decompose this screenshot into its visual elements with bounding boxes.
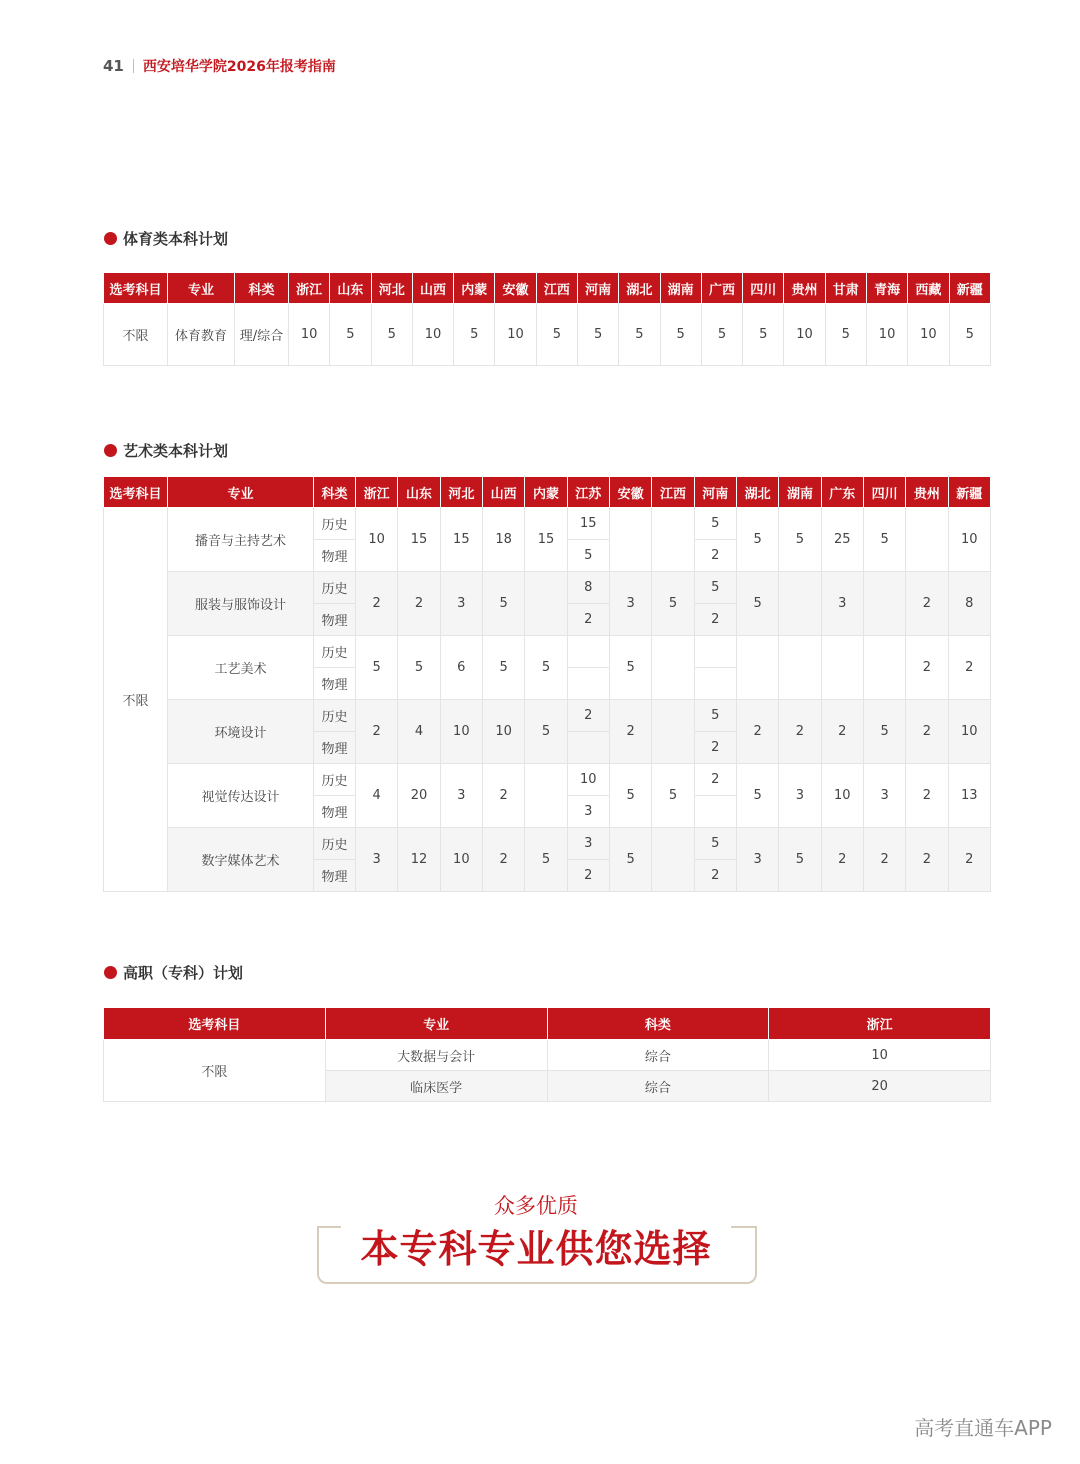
table-header-cell: 选考科目 <box>104 477 168 508</box>
track-cell: 历史 <box>314 828 356 860</box>
table-cell: 体育教育 <box>168 304 235 366</box>
table-cell: 2 <box>694 764 736 796</box>
table-cell: 10 <box>440 700 482 764</box>
table-cell <box>736 636 778 700</box>
header-divider <box>133 59 134 73</box>
table-cell: 5 <box>482 572 524 636</box>
subject-cell: 不限 <box>104 508 168 892</box>
table-cell: 10 <box>821 764 863 828</box>
bullet-dot-icon <box>104 232 117 245</box>
table-header-cell: 贵州 <box>906 477 948 508</box>
table-cell: 4 <box>398 700 440 764</box>
table-cell: 5 <box>482 636 524 700</box>
table-cell: 5 <box>609 636 651 700</box>
table-cell <box>652 828 694 892</box>
table-cell: 2 <box>567 860 609 892</box>
table-header-cell: 甘肃 <box>825 273 866 304</box>
table-cell: 5 <box>330 304 371 366</box>
table-row <box>104 764 991 796</box>
table-cell: 20 <box>769 1071 991 1102</box>
table-cell: 理/综合 <box>235 304 289 366</box>
table-cell: 2 <box>356 700 398 764</box>
promo-banner <box>317 1188 755 1284</box>
table-row <box>104 1040 991 1071</box>
table-cell <box>652 508 694 572</box>
table-cell: 综合 <box>547 1071 769 1102</box>
sports-plan-table <box>103 272 991 366</box>
table-cell: 3 <box>779 764 821 828</box>
table-header-cell: 选考科目 <box>104 1008 326 1040</box>
table-header-cell: 科类 <box>235 273 289 304</box>
table-cell: 18 <box>482 508 524 572</box>
table-header-cell: 浙江 <box>289 273 330 304</box>
table-cell: 2 <box>567 700 609 732</box>
table-cell: 5 <box>536 304 577 366</box>
table-cell: 3 <box>609 572 651 636</box>
table-cell: 2 <box>779 700 821 764</box>
table-header-cell: 广东 <box>821 477 863 508</box>
table-header-cell: 内蒙 <box>525 477 567 508</box>
table-cell <box>525 572 567 636</box>
table-header-cell: 新疆 <box>949 273 991 304</box>
table-cell: 6 <box>440 636 482 700</box>
track-cell: 历史 <box>314 764 356 796</box>
table-cell: 5 <box>609 764 651 828</box>
table-cell <box>525 764 567 828</box>
table-cell: 5 <box>454 304 495 366</box>
table-header-cell: 湖南 <box>660 273 701 304</box>
table-cell <box>694 636 736 668</box>
table-cell: 5 <box>736 572 778 636</box>
track-cell: 物理 <box>314 668 356 700</box>
table-cell <box>652 700 694 764</box>
track-cell: 历史 <box>314 636 356 668</box>
table-cell: 3 <box>821 572 863 636</box>
table-cell: 不限 <box>104 304 168 366</box>
table-cell: 15 <box>525 508 567 572</box>
table-header-cell: 科类 <box>314 477 356 508</box>
table-cell <box>567 732 609 764</box>
table-row <box>104 700 991 732</box>
table-cell: 5 <box>736 764 778 828</box>
table-header-cell: 山东 <box>398 477 440 508</box>
table-cell: 10 <box>482 700 524 764</box>
table-header-cell: 浙江 <box>356 477 398 508</box>
table-cell: 8 <box>948 572 990 636</box>
table-cell: 5 <box>863 508 905 572</box>
table-header-cell: 湖北 <box>736 477 778 508</box>
track-cell: 物理 <box>314 604 356 636</box>
table-cell: 2 <box>736 700 778 764</box>
table-header-cell: 江西 <box>536 273 577 304</box>
voc-title-text: 高职（专科）计划 <box>123 964 244 982</box>
table-header-cell: 浙江 <box>769 1008 991 1040</box>
table-header-cell: 选考科目 <box>104 273 168 304</box>
page-number: 41 <box>103 57 124 75</box>
table-cell: 2 <box>356 572 398 636</box>
table-cell <box>694 668 736 700</box>
table-header-cell: 江西 <box>652 477 694 508</box>
promo-headline: 本专科专业供您选择 <box>360 1227 712 1271</box>
table-header-cell: 山东 <box>330 273 371 304</box>
table-cell: 2 <box>906 828 948 892</box>
subject-cell: 不限 <box>104 1040 326 1102</box>
table-cell: 3 <box>440 572 482 636</box>
table-cell: 临床医学 <box>325 1071 547 1102</box>
table-cell <box>652 636 694 700</box>
table-cell: 25 <box>821 508 863 572</box>
table-cell: 5 <box>736 508 778 572</box>
table-cell: 12 <box>398 828 440 892</box>
table-cell: 5 <box>743 304 784 366</box>
table-cell: 5 <box>525 828 567 892</box>
table-header-cell: 河北 <box>371 273 412 304</box>
table-cell: 5 <box>525 636 567 700</box>
table-cell: 5 <box>694 828 736 860</box>
table-cell: 2 <box>482 828 524 892</box>
table-header-cell: 山西 <box>482 477 524 508</box>
table-cell: 3 <box>440 764 482 828</box>
doc-title: 西安培华学院2026年报考指南 <box>142 59 336 75</box>
table-cell: 2 <box>694 860 736 892</box>
table-cell: 5 <box>371 304 412 366</box>
table-cell: 5 <box>701 304 742 366</box>
bullet-dot-icon <box>104 444 117 457</box>
major-cell: 工艺美术 <box>168 636 314 700</box>
table-cell: 3 <box>863 764 905 828</box>
art-plan-table <box>103 476 991 892</box>
table-header-cell: 专业 <box>325 1008 547 1040</box>
table-cell <box>863 636 905 700</box>
sports-title-text: 体育类本科计划 <box>123 230 229 248</box>
major-cell: 数字媒体艺术 <box>168 828 314 892</box>
table-cell: 10 <box>356 508 398 572</box>
major-cell: 环境设计 <box>168 700 314 764</box>
table-header-cell: 河南 <box>694 477 736 508</box>
major-cell: 播音与主持艺术 <box>168 508 314 572</box>
table-cell: 10 <box>495 304 536 366</box>
table-cell <box>567 668 609 700</box>
table-header-cell: 四川 <box>863 477 905 508</box>
table-cell: 3 <box>356 828 398 892</box>
table-header-cell: 西藏 <box>908 273 949 304</box>
track-cell: 物理 <box>314 732 356 764</box>
table-header-cell: 四川 <box>743 273 784 304</box>
table-cell: 5 <box>825 304 866 366</box>
table-cell: 2 <box>694 540 736 572</box>
table-header-cell: 河北 <box>440 477 482 508</box>
track-cell: 历史 <box>314 572 356 604</box>
watermark: 高考直通车APP <box>914 1416 1052 1440</box>
table-header-cell: 湖北 <box>619 273 660 304</box>
table-cell: 10 <box>289 304 330 366</box>
table-header-cell: 新疆 <box>948 477 990 508</box>
table-header-cell: 河南 <box>577 273 618 304</box>
table-cell: 15 <box>398 508 440 572</box>
table-cell: 5 <box>609 828 651 892</box>
table-header-cell: 安徽 <box>495 273 536 304</box>
table-cell <box>821 636 863 700</box>
table-cell <box>779 636 821 700</box>
table-cell: 5 <box>949 304 991 366</box>
table-cell: 5 <box>694 508 736 540</box>
table-header-cell: 青海 <box>866 273 907 304</box>
table-header-cell: 湖南 <box>779 477 821 508</box>
sports-section-title <box>104 228 228 249</box>
table-cell: 8 <box>567 572 609 604</box>
table-header-cell: 江苏 <box>567 477 609 508</box>
table-cell: 15 <box>440 508 482 572</box>
table-cell: 5 <box>694 572 736 604</box>
table-cell: 10 <box>769 1040 991 1071</box>
table-cell: 2 <box>694 732 736 764</box>
table-cell: 5 <box>577 304 618 366</box>
table-cell <box>694 796 736 828</box>
table-cell: 3 <box>567 828 609 860</box>
table-cell: 10 <box>567 764 609 796</box>
table-cell: 20 <box>398 764 440 828</box>
page-header <box>103 56 336 76</box>
table-row <box>104 636 991 668</box>
voc-section-title <box>104 962 243 983</box>
table-header-cell: 山西 <box>412 273 453 304</box>
table-cell: 2 <box>906 572 948 636</box>
major-cell: 视觉传达设计 <box>168 764 314 828</box>
table-cell: 大数据与会计 <box>325 1040 547 1071</box>
bullet-dot-icon <box>104 966 117 979</box>
table-cell: 5 <box>567 540 609 572</box>
vocational-plan-table <box>103 1007 991 1102</box>
table-cell: 5 <box>619 304 660 366</box>
table-cell: 2 <box>398 572 440 636</box>
table-cell: 5 <box>694 700 736 732</box>
table-row <box>104 828 991 860</box>
table-cell: 10 <box>866 304 907 366</box>
table-cell: 2 <box>821 828 863 892</box>
table-cell: 2 <box>694 604 736 636</box>
table-cell: 5 <box>525 700 567 764</box>
table-cell: 10 <box>908 304 949 366</box>
track-cell: 历史 <box>314 700 356 732</box>
table-cell: 2 <box>821 700 863 764</box>
table-header-cell: 科类 <box>547 1008 769 1040</box>
table-header-cell: 贵州 <box>784 273 825 304</box>
table-cell: 2 <box>948 828 990 892</box>
table-cell: 10 <box>412 304 453 366</box>
table-cell: 10 <box>440 828 482 892</box>
table-cell: 5 <box>652 572 694 636</box>
table-cell: 3 <box>567 796 609 828</box>
table-cell: 5 <box>356 636 398 700</box>
table-row <box>104 572 991 604</box>
major-cell: 服装与服饰设计 <box>168 572 314 636</box>
table-cell <box>779 572 821 636</box>
track-cell: 物理 <box>314 540 356 572</box>
table-cell: 3 <box>736 828 778 892</box>
art-section-title <box>104 440 228 461</box>
table-cell: 10 <box>948 700 990 764</box>
table-cell: 5 <box>660 304 701 366</box>
table-cell: 5 <box>779 508 821 572</box>
table-cell: 5 <box>779 828 821 892</box>
table-cell: 5 <box>863 700 905 764</box>
table-cell: 10 <box>784 304 825 366</box>
table-header-cell: 专业 <box>168 477 314 508</box>
table-header-cell: 安徽 <box>609 477 651 508</box>
table-cell <box>567 636 609 668</box>
table-cell <box>609 508 651 572</box>
table-header-cell: 广西 <box>701 273 742 304</box>
track-cell: 历史 <box>314 508 356 540</box>
table-cell: 15 <box>567 508 609 540</box>
track-cell: 物理 <box>314 860 356 892</box>
table-cell: 4 <box>356 764 398 828</box>
table-cell: 5 <box>652 764 694 828</box>
table-header-cell: 内蒙 <box>454 273 495 304</box>
table-row <box>104 508 991 540</box>
track-cell: 物理 <box>314 796 356 828</box>
table-cell: 2 <box>863 828 905 892</box>
table-cell: 2 <box>906 764 948 828</box>
table-cell: 10 <box>948 508 990 572</box>
table-cell: 2 <box>567 604 609 636</box>
table-cell: 综合 <box>547 1040 769 1071</box>
table-cell: 2 <box>482 764 524 828</box>
table-cell <box>863 572 905 636</box>
table-header-cell: 专业 <box>168 273 235 304</box>
table-cell: 2 <box>906 700 948 764</box>
table-cell: 5 <box>398 636 440 700</box>
promo-subtitle: 众多优质 <box>494 1194 578 1218</box>
table-cell: 13 <box>948 764 990 828</box>
table-cell: 2 <box>948 636 990 700</box>
table-cell: 2 <box>609 700 651 764</box>
art-title-text: 艺术类本科计划 <box>123 442 229 460</box>
table-cell <box>906 508 948 572</box>
table-cell: 2 <box>906 636 948 700</box>
